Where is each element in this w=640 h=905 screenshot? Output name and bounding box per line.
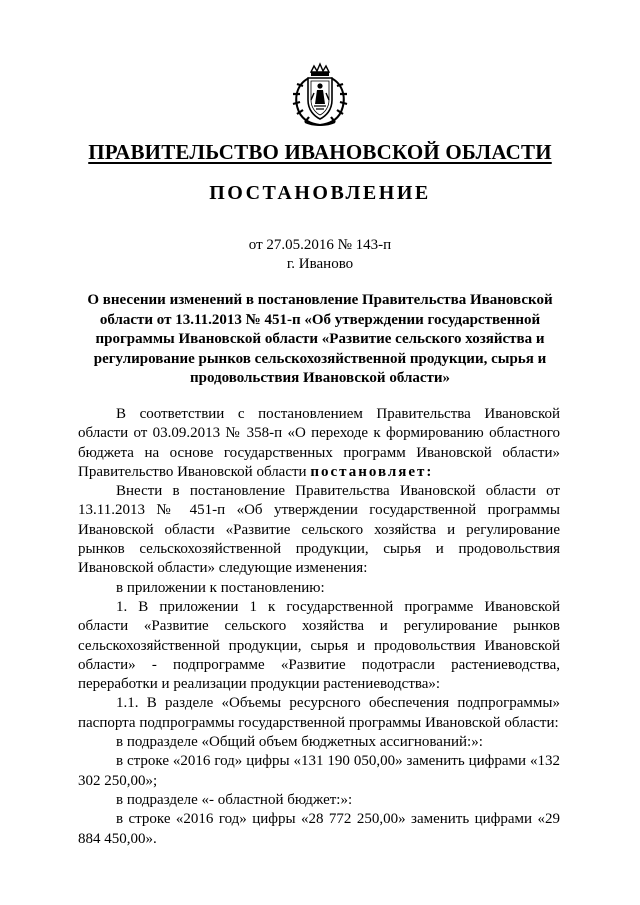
- paragraph-appendix: в приложении к постановлению:: [116, 579, 325, 596]
- document-body: [78, 405, 560, 849]
- ivanovo-coat-of-arms-icon: [287, 62, 353, 128]
- paragraph-total-2016: в строке «2016 год» цифры «131 190 050,00» заменить цифрами «132 302 250,00»;: [78, 753, 560, 789]
- government-title: ПРАВИТЕЛЬСТВО ИВАНОВСКОЙ ОБЛАСТИ: [88, 140, 552, 164]
- document-date-number: от 27.05.2016 № 143-п: [248, 237, 392, 253]
- paragraph-item-1-1: 1.1. В разделе «Объемы ресурсного обеспечения подпрограммы» паспорта подпрограммы государственной программы Ивановской области:: [78, 695, 560, 731]
- decree-word: постановляет:: [310, 463, 434, 480]
- paragraph-regional-2016: в строке «2016 год» цифры «28 772 250,00» заменить цифрами «29 884 450,00».: [78, 811, 560, 847]
- preamble-text: В соответствии с постановлением Правительства Ивановской области от 03.09.2013 № 358-п «О переходе к формированию областного бюджета на основе государственных программ Ивановской области» Правительство Ивановской области: [78, 406, 560, 480]
- paragraph-item-1: 1. В приложении 1 к государственной программе Ивановской области «Развитие сельского хозяйства и регулирование рынков сельскохозяйственной продукции, сырья и продовольствия Ивановской области» - подпрограмме «Развитие подотрасли растениеводства, переработки и реализации продукции растениеводства»:: [78, 598, 560, 693]
- document-subject: О внесении изменений в постановление Правительства Ивановской области от 13.11.2013 № 451-п «Об утверждении государственной программы Ивановской области «Развитие сельского хозяйства и регулирование рынков сельскохозяйственной продукции, сырья и продовольствия Ивановской области»: [87, 292, 553, 386]
- paragraph-subsection-regional: в подразделе «- областной бюджет:»:: [116, 791, 353, 808]
- paragraph-preamble: [78, 405, 560, 482]
- document-type: ПОСТАНОВЛЕНИЕ: [209, 182, 431, 204]
- paragraph-amendment-intro: Внести в постановление Правительства Ивановской области от 13.11.2013 № 451-п «Об утверждении государственной программы Ивановской области «Развитие сельского хозяйства и регулирование рынков сельскохозяйственной продукции, сырья и продовольствия Ивановской области» следующие изменения:: [78, 483, 560, 577]
- paragraph-subsection-total: в подразделе «Общий объем бюджетных ассигнований:»:: [116, 734, 483, 751]
- document-city: г. Иваново: [286, 256, 354, 272]
